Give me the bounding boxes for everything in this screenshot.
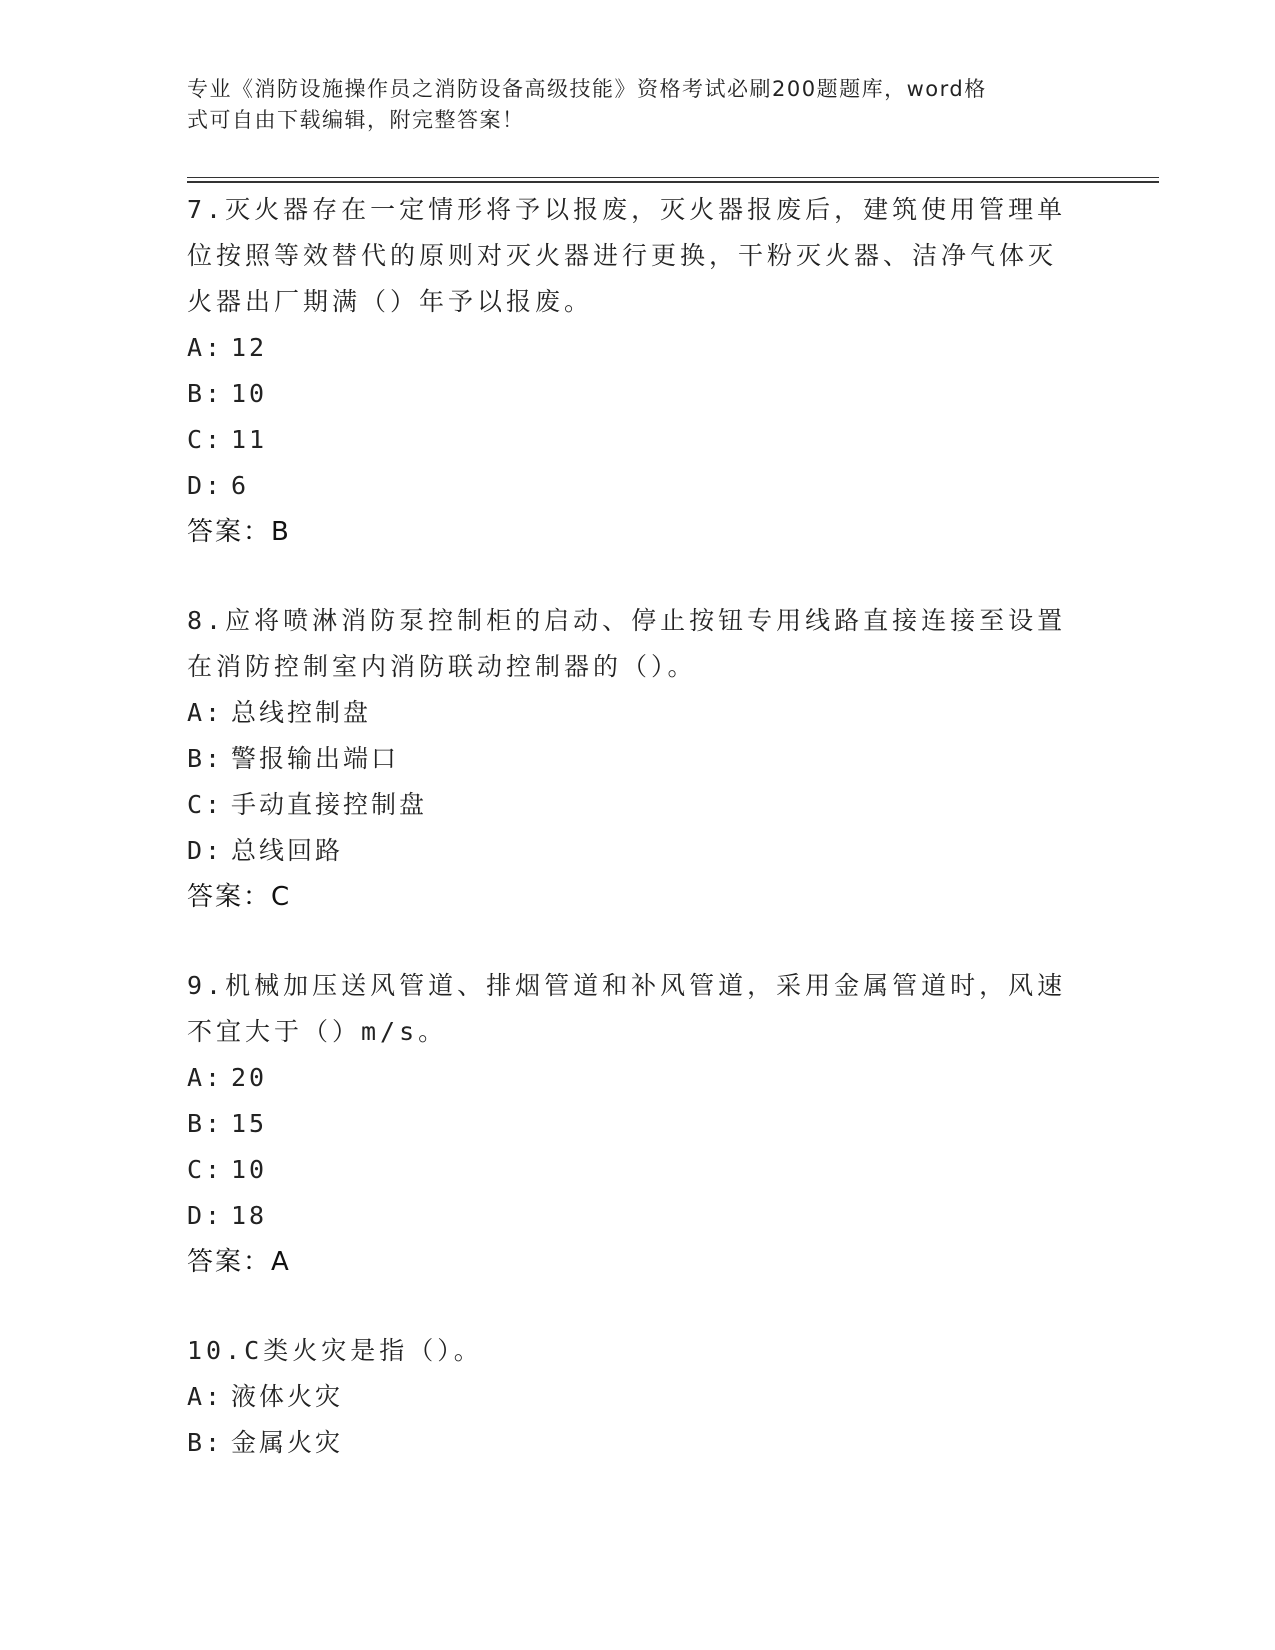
header-divider-bottom [187,181,1159,183]
option-text: 15 [231,1109,268,1138]
option-text: 10 [231,379,268,408]
option-letter: B: [187,744,224,773]
option-a [187,1055,1067,1101]
option-a [187,325,1067,371]
option-c [187,417,1067,463]
header-line-1: 专业《消防设施操作员之消防设备高级技能》资格考试必刷200题题库，word格 [187,77,987,101]
option-a [187,1374,1067,1420]
option-a [187,690,1067,736]
option-letter: A: [187,1063,224,1092]
option-text: 总线回路 [231,836,344,865]
question-line: 10.C类火灾是指（）。 [187,1336,483,1365]
option-b [187,371,1067,417]
option-letter: D: [187,471,224,500]
option-text: 液体火灾 [231,1382,344,1411]
question-8 [187,598,1067,920]
answer-line: 答案：C [187,882,292,912]
option-letter: A: [187,333,224,362]
question-line: 位按照等效替代的原则对灭火器进行更换，干粉灭火器、洁净气体灭 [187,241,1058,270]
option-text: 11 [231,425,268,454]
option-d [187,463,1067,509]
option-text: 10 [231,1155,268,1184]
option-letter: C: [187,790,224,819]
question-line: 9.机械加压送风管道、排烟管道和补风管道，采用金属管道时，风速 [187,971,1067,1000]
header-divider-top [187,177,1159,178]
option-text: 12 [231,333,268,362]
option-text: 18 [231,1201,268,1230]
option-text: 金属火灾 [231,1428,344,1457]
option-d [187,1193,1067,1239]
option-text: 20 [231,1063,268,1092]
option-text: 警报输出端口 [231,744,400,773]
option-letter: B: [187,1109,224,1138]
option-letter: A: [187,1382,224,1411]
option-letter: C: [187,425,224,454]
document-header [187,74,1067,136]
option-b [187,736,1067,782]
option-d [187,828,1067,874]
answer-line: 答案：A [187,1247,291,1277]
option-text: 6 [231,471,250,500]
option-text: 总线控制盘 [231,698,372,727]
question-line: 在消防控制室内消防联动控制器的（）。 [187,652,697,681]
option-letter: B: [187,379,224,408]
option-letter: B: [187,1428,224,1457]
option-letter: D: [187,836,224,865]
question-9 [187,963,1067,1285]
option-letter: A: [187,698,224,727]
header-line-2: 式可自由下载编辑，附完整答案！ [187,108,525,132]
option-letter: C: [187,1155,224,1184]
question-line: 8.应将喷淋消防泵控制柜的启动、停止按钮专用线路直接连接至设置 [187,606,1067,635]
option-letter: D: [187,1201,224,1230]
option-c [187,1147,1067,1193]
option-c [187,782,1067,828]
answer-line: 答案：B [187,517,291,547]
question-line: 7.灭火器存在一定情形将予以报废，灭火器报废后，建筑使用管理单 [187,195,1067,224]
question-7 [187,187,1067,555]
question-10 [187,1328,1067,1466]
question-line: 火器出厂期满（）年予以报废。 [187,287,594,316]
question-line: 不宜大于（）m/s。 [187,1017,448,1046]
option-text: 手动直接控制盘 [231,790,428,819]
option-b [187,1420,1067,1466]
option-b [187,1101,1067,1147]
